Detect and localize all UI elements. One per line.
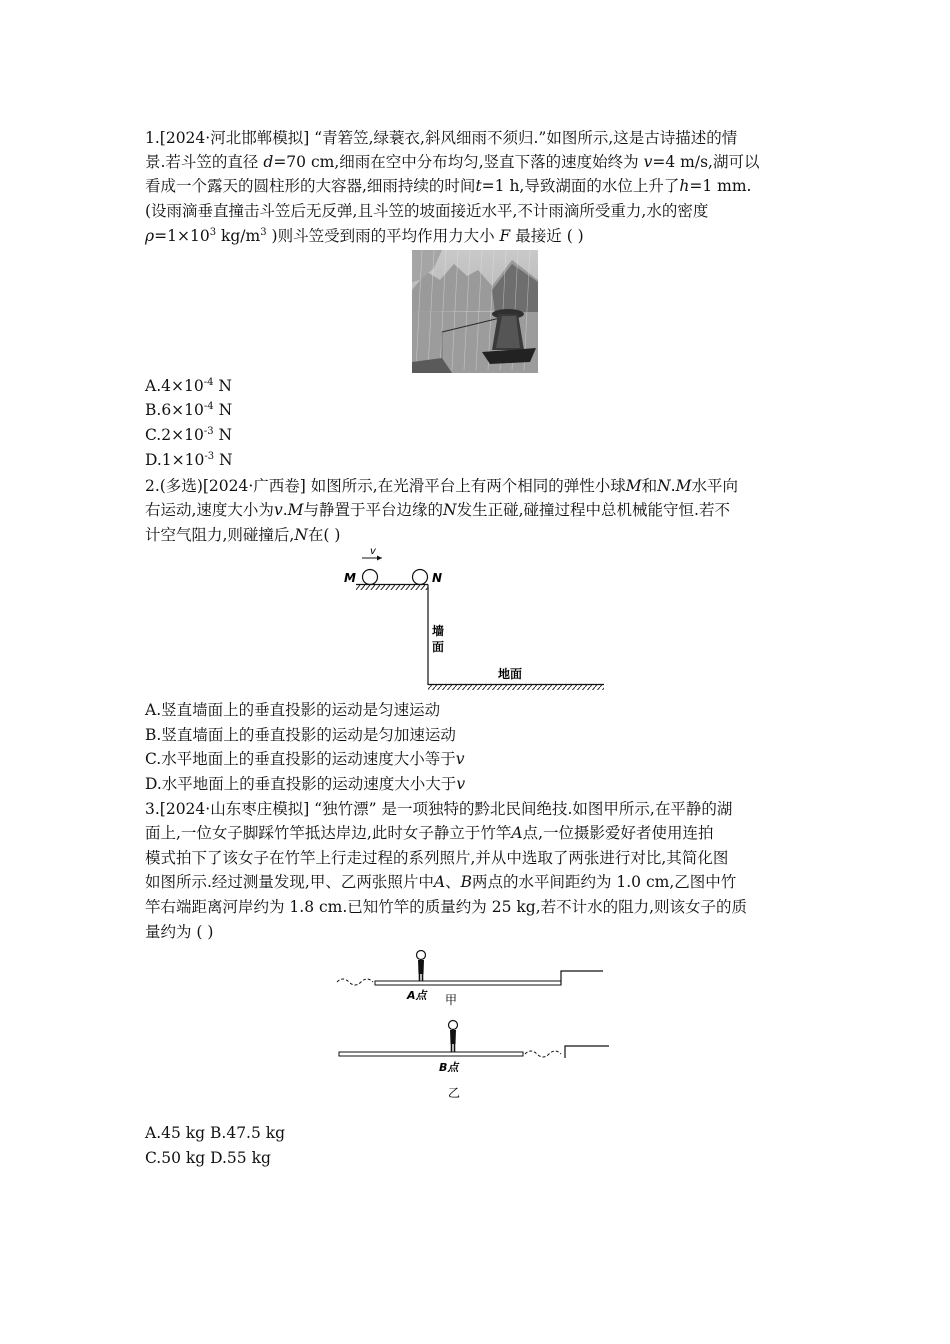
q3-options-cd: C.50 kg D.55 kg — [145, 1149, 271, 1167]
woman-figure-yi — [449, 1021, 458, 1053]
q2-option-b: B.竖直墙面上的垂直投影的运动是匀加速运动 — [145, 726, 456, 744]
q1-line-5: $\rho=1\times 10^3$ $kg/m^3$ )则斗笠受到雨的平均作用力大小 F 最接近 ( ) — [145, 227, 584, 245]
q3-options-ab: A.45 kg B.47.5 kg — [145, 1124, 286, 1142]
wall-label-2: 面 — [432, 640, 445, 654]
velocity-label: v — [370, 546, 376, 557]
q1-option-b: $B.6\times 10^{-4}$ N — [145, 401, 233, 419]
ground-label: 地面 — [498, 667, 523, 681]
q3-line-6: 量约为 ( ) — [145, 923, 214, 941]
ball-m — [363, 570, 378, 585]
q1-option-d: $D.1\times 10^{-3}$ N — [145, 451, 233, 469]
q2-line-1: 2.(多选)[2024·广西卷] 如图所示,在光滑平台上有两个相同的弹性小球M和N.M水平向 — [145, 477, 738, 495]
q3-line-2: 面上,一位女子脚踩竹竿抵达岸边,此时女子静立于竹竿A点,一位摄影爱好者使用连拍 — [145, 824, 714, 842]
bamboo-rafting-diagram — [335, 940, 615, 1105]
bamboo-pole-yi — [339, 1052, 523, 1056]
q3-line-4: 如图所示.经过测量发现,甲、乙两张照片中A、B两点的水平间距约为 1.0 cm,乙图中竹 — [145, 873, 737, 891]
q3-line-1: 3.[2024·山东枣庄模拟] “独竹漂” 是一项独特的黔北民间绝技.如图甲所示,在平静的湖 — [145, 800, 733, 818]
q2-line-2: 右运动,速度大小为v.M与静置于平台边缘的N发生正碰,碰撞过程中总机械能守恒.若不 — [145, 501, 730, 519]
q3-line-3: 模式拍下了该女子在竹竿上行走过程的系列照片,并从中选取了两张进行对比,其简化图 — [145, 849, 729, 867]
q2-option-c: C.水平地面上的垂直投影的运动速度大小等于v — [145, 750, 465, 768]
q1-line-3: 看成一个露天的圆柱形的大容器,细雨持续的时间t=1 h,导致湖面的水位上升了h=1 mm. — [145, 177, 752, 195]
wall-label: 墙 — [432, 624, 445, 638]
point-a-label: A点 — [407, 989, 427, 1002]
riverbank-jia — [561, 971, 603, 985]
velocity-arrow-icon — [377, 556, 382, 561]
ball-n — [413, 570, 428, 585]
ball-n-label: N — [432, 571, 443, 585]
q1-option-c: $C.2\times 10^{-3}$ N — [145, 426, 233, 444]
q1-line-2: 景.若斗笠的直径 d=70 cm,细雨在空中分布均匀,竖直下落的速度始终为 v=4 m/s,湖可以 — [145, 153, 760, 171]
q1-line-1: 1.[2024·河北邯郸模拟] “青箬笠,绿蓑衣,斜风细雨不须归.”如图所示,这是古诗描述的情 — [145, 129, 738, 147]
q3-line-5: 竿右端距离河岸约为 1.8 cm.已知竹竿的质量约为 25 kg,若不计水的阻力,则该女子的质 — [145, 898, 748, 916]
q2-option-d: D.水平地面上的垂直投影的运动速度大小大于v — [145, 775, 466, 793]
figure-yi-label: 乙 — [448, 1086, 461, 1100]
figure-jia-label: 甲 — [445, 993, 458, 1007]
q2-option-a: A.竖直墙面上的垂直投影的运动是匀速运动 — [145, 701, 441, 719]
q1-line-4: (设雨滴垂直撞击斗笠后无反弹,且斗笠的坡面接近水平,不计雨滴所受重力,水的密度 — [145, 202, 709, 220]
collision-platform-diagram — [340, 543, 610, 693]
bamboo-pole-jia — [375, 981, 561, 985]
woman-figure-jia — [417, 951, 426, 982]
ball-m-label: M — [344, 571, 356, 585]
q2-line-3: 计空气阻力,则碰撞后,N在( ) — [145, 526, 341, 544]
q1-option-a: $A.4\times 10^{-4}$ N — [145, 377, 232, 395]
point-b-label: B点 — [439, 1061, 459, 1074]
rain-fisherman-illustration — [412, 250, 538, 373]
riverbank-yi — [565, 1046, 609, 1058]
